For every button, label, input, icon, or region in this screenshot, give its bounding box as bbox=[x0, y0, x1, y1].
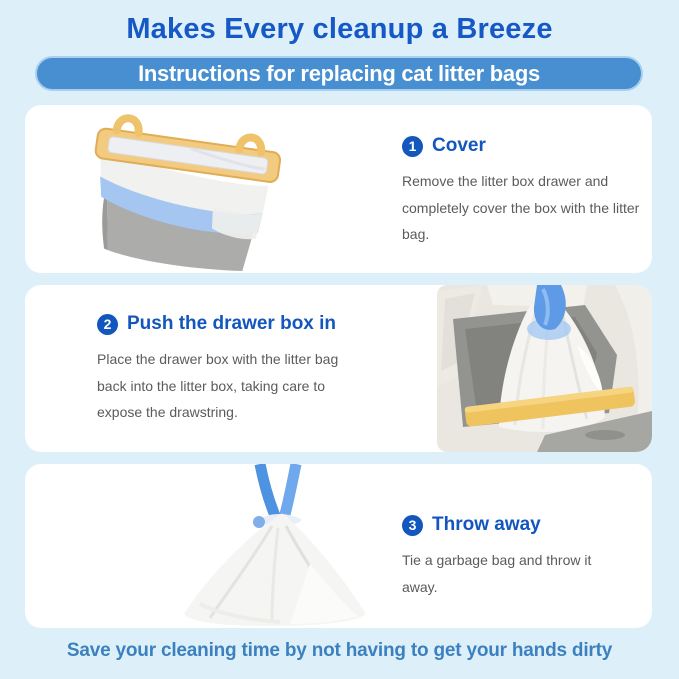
subtitle-text: Instructions for replacing cat litter bags bbox=[138, 60, 540, 86]
litter-box-covered-with-bag-image bbox=[65, 110, 300, 272]
step-1-text bbox=[402, 135, 640, 248]
tied-garbage-bag-image bbox=[160, 464, 400, 628]
subtitle-banner bbox=[35, 56, 643, 91]
step-3-body: Tie a garbage bag and throw it away. bbox=[402, 552, 592, 595]
step-1-number-badge: 1 bbox=[402, 136, 423, 157]
litter-box-photo-image bbox=[437, 285, 652, 452]
instruction-cards bbox=[25, 105, 652, 640]
drawer-box-in-litter-box-photo bbox=[437, 285, 652, 452]
step-2-card bbox=[25, 285, 652, 452]
step-2-body: Place the drawer box with the litter bag back into the litter box, taking care to expose the drawstring. bbox=[97, 351, 339, 421]
step-2-number-badge: 2 bbox=[97, 314, 118, 335]
step-1-card bbox=[25, 105, 652, 273]
page-title: Makes Every cleanup a Breeze bbox=[126, 13, 553, 45]
step-3-heading bbox=[402, 514, 617, 536]
step-3-heading-label: Throw away bbox=[432, 514, 541, 535]
step-1-heading-label: Cover bbox=[432, 135, 486, 156]
step-1-heading bbox=[402, 135, 637, 157]
step-2-text bbox=[97, 313, 342, 426]
step-1-body: Remove the litter box drawer and completely cover the box with the litter bag. bbox=[402, 173, 640, 243]
step-3-number-badge: 3 bbox=[402, 515, 423, 536]
footer-tagline: Save your cleaning time by not having to get your hands dirty bbox=[66, 640, 613, 661]
step-3-text bbox=[402, 514, 617, 600]
step-2-heading-label: Push the drawer box in bbox=[127, 313, 337, 334]
step-2-heading bbox=[97, 313, 342, 335]
step-3-card bbox=[25, 464, 652, 628]
